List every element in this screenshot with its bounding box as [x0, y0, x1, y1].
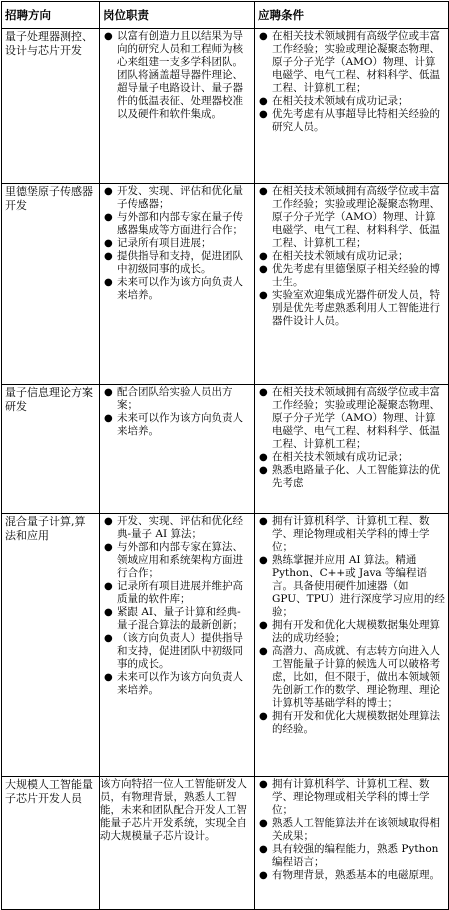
- bullet-icon: ●: [259, 620, 268, 631]
- bullet-icon: ●: [259, 779, 268, 790]
- bullet-icon: ●: [104, 581, 113, 592]
- list-item: ● 未来可以作为该方向负责人来培养。: [104, 276, 243, 301]
- list-item: ● 在相关技术领域拥有高级学位或丰富工作经验；实验或理论凝聚态物理、原子分子光学（AMO）物理、计算电磁学、电气工程、材料科学、低温工程、计算机工程；: [259, 30, 440, 94]
- list-item: ● 未来可以作为该方向负责人来培养。: [104, 412, 243, 437]
- bullet-icon: ●: [104, 251, 113, 262]
- bullet-icon: ●: [104, 387, 113, 398]
- list-item: ● 熟练掌握并应用 AI 算法。精通 Python、C++或 Java 等编程语言。具备使用硬件加速器（如 GPU、TPU）进行深度学习应用的经验；: [259, 554, 445, 618]
- list-item: ● 记录所有项目进展；: [104, 237, 212, 249]
- list-item: ● 实验室欢迎集成光器件研发人员，特别是优先考虑熟悉利用人工智能进行器件设计人员。: [259, 289, 440, 327]
- direction-cell: 大规模人工智能量子芯片开发人员: [2, 777, 100, 910]
- direction-cell: 里德堡原子传感器开发: [2, 184, 100, 385]
- duties-cell: 该方向特招一位人工智能研发人员，有物理背景，熟悉人工智能，未来和团队配合开发人工智能量子芯片开发系统，实现全自动大规模量子芯片设计。: [100, 777, 255, 910]
- list-item: ● 在相关技术领域拥有高级学位或丰富工作经验；实验或理论凝聚态物理、原子分子光学（AMO）物理、计算电磁学、电气工程、材料科学、低温工程、计算机工程；: [259, 386, 440, 450]
- list-item: ● 在相关技术领域有成功记录；: [259, 95, 409, 107]
- direction-cell: 量子信息理论方案研发: [2, 385, 100, 514]
- duties-cell: [100, 184, 255, 385]
- bullet-icon: ●: [104, 277, 113, 288]
- bullet-icon: ●: [104, 633, 113, 644]
- list-item: ● 熟悉电路量子化、人工智能算法的优先考虑: [259, 464, 440, 489]
- bullet-icon: ●: [259, 555, 268, 566]
- list-item: ● 高潜力、高成就、有志转方向进入人工智能量子计算的候选人可以破格考虑，比如，但不限于，做出本领域领先创新工作的数学、理论物理、理论计算机等基础学科的博士；: [259, 645, 440, 709]
- list-item: ● 记录所有项目进展并维护高质量的软件库；: [104, 580, 243, 605]
- list-item: ● 有物理背景，熟悉基本的电磁原理。: [259, 869, 440, 881]
- table-row: [2, 514, 449, 777]
- duties-cell: [100, 514, 255, 777]
- bullet-icon: ●: [104, 413, 113, 424]
- list-item: ● 开发、实现、评估和优化量子传感器；: [104, 185, 243, 210]
- bullet-icon: ●: [259, 516, 268, 527]
- recruitment-table: [1, 1, 449, 910]
- header-direction: 招聘方向: [2, 2, 100, 29]
- bullet-icon: ●: [104, 542, 113, 553]
- direction-cell: 量子处理器测控、设计与芯片开发: [2, 29, 100, 184]
- bullet-icon: ●: [259, 452, 268, 463]
- list-item: ● 配合团队给实验人员出方案；: [104, 386, 233, 411]
- recruitment-table-page: [0, 1, 449, 900]
- bullet-icon: ●: [259, 290, 268, 301]
- requirements-cell: [255, 777, 449, 910]
- requirements-cell: [255, 514, 449, 777]
- bullet-icon: ●: [104, 516, 113, 527]
- bullet-icon: ●: [259, 109, 268, 120]
- bullet-icon: ●: [259, 646, 268, 657]
- list-item: ● 在相关技术领域拥有高级学位或丰富工作经验；实验或理论凝聚态物理、原子分子光学（AMO）物理、计算电磁学、电气工程、材料科学、低温工程、计算机工程；: [259, 185, 440, 249]
- table-row: [2, 184, 449, 385]
- list-item: ● 紧跟 AI、量子计算和经典-量子混合算法的最新创新；: [104, 606, 243, 631]
- requirements-cell: [255, 184, 449, 385]
- bullet-icon: ●: [259, 465, 268, 476]
- bullet-icon: ●: [104, 672, 113, 683]
- table-row: [2, 29, 449, 184]
- bullet-icon: ●: [104, 31, 113, 42]
- list-item: ● 与外部和内部专家在算法、领域应用和系统架构方面进行合作；: [104, 541, 243, 579]
- header-duties: 岗位职责: [100, 2, 255, 29]
- list-item: ● （该方向负责人）提供指导和支持，促进团队中初级同事的成长。: [104, 632, 243, 670]
- bullet-icon: ●: [259, 870, 268, 881]
- list-item: ● 拥有开发和优化大规模数据集处理算法的成功经验；: [259, 619, 440, 644]
- list-item: ● 开发、实现、评估和优化经典-量子 AI 算法；: [104, 515, 243, 540]
- list-item: ● 优先考虑有里德堡原子相关经验的博士生。: [259, 263, 440, 288]
- list-item: ● 具有较强的编程能力，熟悉 Python 编程语言；: [259, 843, 439, 868]
- table-row: [2, 777, 449, 910]
- bullet-icon: ●: [104, 186, 113, 197]
- list-item: ● 拥有计算机科学、计算机工程、数学、理论物理或相关学科的博士学位；: [259, 515, 430, 553]
- list-item: ● 优先考虑有从事超导比特相关经验的研究人员。: [259, 108, 440, 133]
- bullet-icon: ●: [259, 844, 268, 855]
- list-item: ● 与外部和内部专家在量子传感器集成等方面进行合作；: [104, 211, 243, 236]
- bullet-icon: ●: [104, 238, 113, 249]
- list-item: ● 提供指导和支持，促进团队中初级同事的成长。: [104, 250, 243, 275]
- requirements-cell: [255, 29, 449, 184]
- header-requirements: 应聘条件: [255, 2, 449, 29]
- list-item: ● 熟悉人工智能算法并在该领域取得相关成果；: [259, 817, 440, 842]
- list-item: ● 拥有计算机科学、计算机工程、数学、理论物理或相关学科的博士学位；: [259, 778, 430, 816]
- list-item: ● 未来可以作为该方向负责人来培养。: [104, 671, 243, 696]
- bullet-icon: ●: [259, 387, 268, 398]
- bullet-icon: ●: [104, 607, 113, 618]
- duties-cell: [100, 29, 255, 184]
- duties-cell: [100, 385, 255, 514]
- list-item: ● 拥有开发和优化大规模数据处理算法的经验。: [259, 710, 440, 735]
- bullet-icon: ●: [259, 31, 268, 42]
- bullet-icon: ●: [259, 96, 268, 107]
- direction-cell: 混合量子计算,算法和应用: [2, 514, 100, 777]
- bullet-icon: ●: [259, 251, 268, 262]
- table-row: [2, 385, 449, 514]
- list-item: ● 在相关技术领域有成功记录；: [259, 451, 409, 463]
- list-item: ● 在相关技术领域有成功记录；: [259, 250, 409, 262]
- bullet-icon: ●: [104, 212, 113, 223]
- table-header-row: [2, 2, 449, 29]
- bullet-icon: ●: [259, 186, 268, 197]
- bullet-icon: ●: [259, 711, 268, 722]
- bullet-icon: ●: [259, 818, 268, 829]
- requirements-cell: [255, 385, 449, 514]
- list-item: ● 以富有创造力且以结果为导向的研究人员和工程师为核心来组建一支多学科团队。团队将涵盖超导器件理论、超导量子电路设计、量子器件的低温表征、处理器校准以及硬件和软件集成。: [104, 30, 243, 120]
- bullet-icon: ●: [259, 264, 268, 275]
